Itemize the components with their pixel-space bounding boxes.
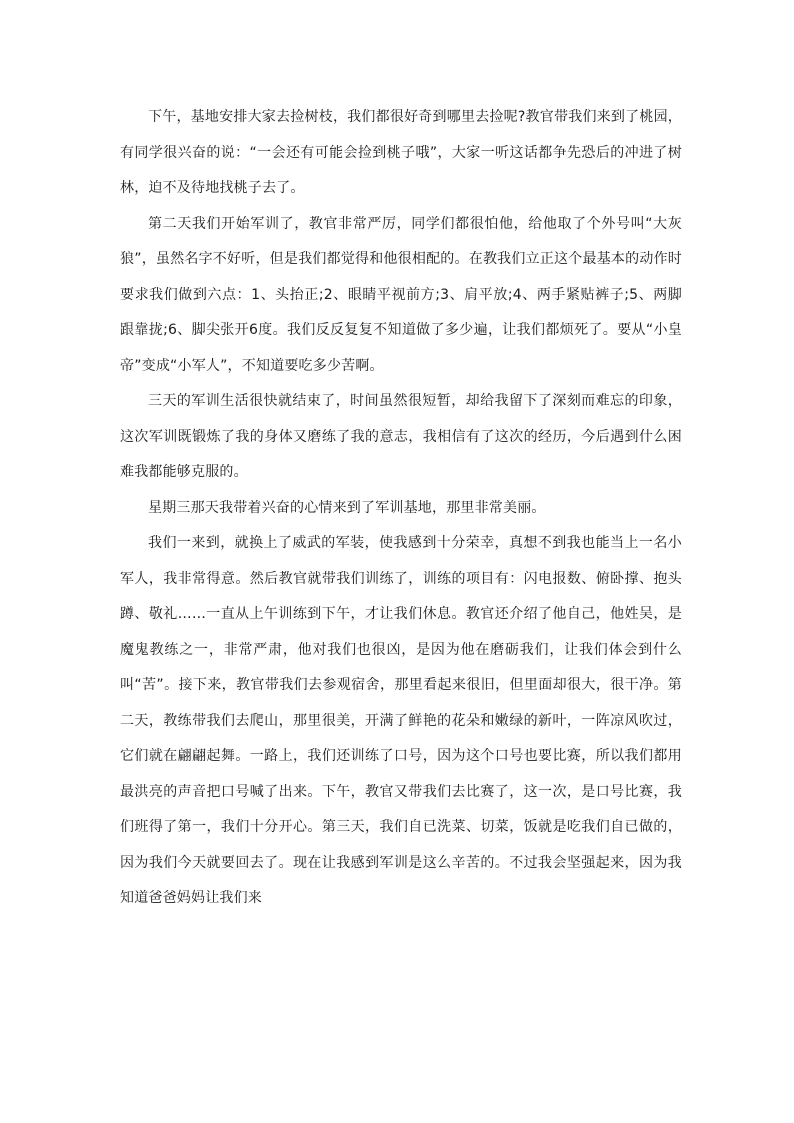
paragraph: 三天的军训生活很快就结束了，时间虽然很短暂，却给我留下了深刻而难忘的印象，这次军训既锻炼了我的身体又磨练了我的意志，我相信有了这次的经历，今后遇到什么困难我都能够克服的。 xyxy=(120,393,682,480)
paragraph: 下午，基地安排大家去捡树枝，我们都很好奇到哪里去捡呢?教官带我们来到了桃园，有同学很兴奋的说：“一会还有可能会捡到桃子哦”，大家一听这话都争先恐后的冲进了树林，迫不及待地找桃子去了。 xyxy=(120,109,682,196)
paragraph: 第二天我们开始军训了，教官非常严厉，同学们都很怕他，给他取了个外号叫“大灰狼”，虽然名字不好听，但是我们都觉得和他很相配的。在教我们立正这个最基本的动作时要求我们做到六点：1、头抬正;2、眼睛平视前方;3、肩平放;4、两手紧贴裤子;5、两脚跟靠拢;6、脚尖张开6度。我们反反复复不知道做了多少遍，让我们都烦死了。要从“小皇帝”变成“小军人”，不知道要吃多少苦啊。 xyxy=(120,215,682,374)
paragraph: 星期三那天我带着兴奋的心情来到了军训基地，那里非常美丽。 xyxy=(148,499,546,516)
paragraph: 我们一来到，就换上了威武的军装，使我感到十分荣幸，真想不到我也能当上一名小军人，我非常得意。然后教官就带我们训练了，训练的项目有：闪电报数、俯卧撑、抱头蹲、敬礼……一直从上午训练到下午，才让我们休息。教官还介绍了他自己，他姓吴，是魔鬼教练之一，非常严肃，他对我们也很凶，是因为他在磨砺我们，让我们体会到什么叫“苦”。接下来，教官带我们去参观宿舍，那里看起来很旧，但里面却很大，很干净。第二天，教练带我们去爬山，那里很美，开满了鲜艳的花朵和嫩绿的新叶，一阵凉风吹过，它们就在翩翩起舞。一路上，我们还训练了口号，因为这个口号也要比赛，所以我们都用最洪亮的声音把口号喊了出来。下午，教官又带我们去比赛了，这一次，是口号比赛，我们班得了第一，我们十分开心。第三天，我们自已洗菜、切菜，饭就是吃我们自已做的，因为我们今天就要回去了。现在让我感到军训是这么辛苦的。不过我会坚强起来，因为我知道爸爸妈妈让我们来 xyxy=(120,535,682,906)
document-body xyxy=(120,100,682,917)
